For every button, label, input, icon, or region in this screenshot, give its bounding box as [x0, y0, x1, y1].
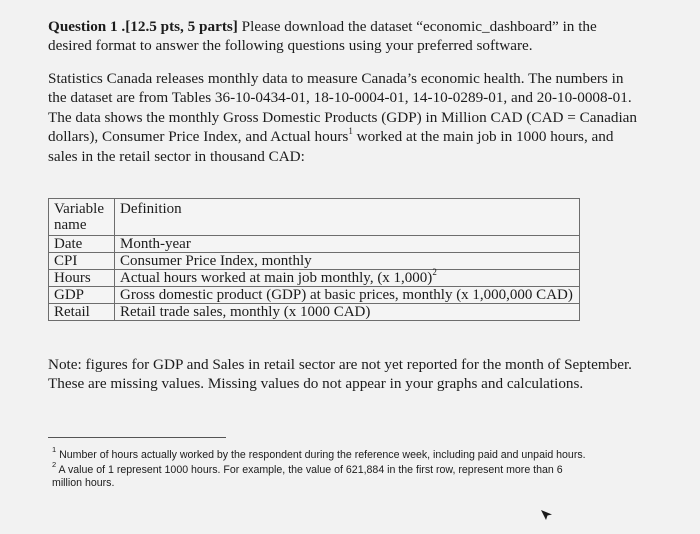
row-variable: Date: [49, 236, 115, 253]
footnote-2-line-2: million hours.: [52, 477, 115, 489]
row-variable: Retail: [49, 304, 115, 321]
table-header-row: [49, 199, 580, 236]
row-definition: Retail trade sales, monthly (x 1000 CAD): [115, 304, 580, 321]
table-row: [49, 270, 580, 287]
note-line-2: These are missing values. Missing values do not appear in your graphs and calculations.: [48, 375, 584, 393]
row-definition: Consumer Price Index, monthly: [115, 253, 580, 270]
intro-line-1: Statistics Canada releases monthly data to measure Canada’s economic health. The numbers in: [48, 70, 624, 87]
table-row: [49, 304, 580, 321]
footnote-ref-1: 1: [348, 126, 353, 137]
question-line-1-text: Please download the dataset “economic_dashboard” in the: [237, 18, 597, 35]
header-variable-line-2: name: [54, 217, 87, 233]
footnote-1-mark: 1: [52, 445, 57, 455]
intro-line-4-start: dollars), Consumer Price Index, and Actual hours: [48, 128, 349, 146]
intro-line-3: The data shows the monthly Gross Domestic Products (GDP) in Million CAD (CAD = Canadian: [48, 108, 638, 126]
footnote-divider: [48, 437, 226, 438]
row-variable: GDP: [49, 287, 115, 304]
intro-line-2: the dataset are from Tables 36-10-0434-01, 18-10-0004-01, 14-10-0289-01, and 20-10-0008-01.: [48, 89, 632, 107]
question-line-2: desired format to answer the following questions using your preferred software.: [48, 37, 533, 55]
table-row: [49, 236, 580, 253]
header-variable-name: [49, 199, 115, 236]
header-variable-line-1: Variable: [54, 201, 104, 217]
table-row: [49, 253, 580, 270]
intro-line-4: [48, 127, 648, 146]
question-heading: [48, 17, 648, 56]
note-paragraph: [48, 355, 648, 394]
variable-definitions-table: [48, 198, 580, 321]
footnote-ref-2: 2: [432, 267, 437, 277]
mouse-pointer-icon: [540, 508, 554, 522]
footnote-2: [52, 460, 632, 490]
footnote-1-text: Number of hours actually worked by the respondent during the reference week, including paid and unpaid hours.: [56, 449, 586, 461]
row-definition: Gross domestic product (GDP) at basic prices, monthly (x 1,000,000 CAD): [115, 287, 580, 304]
footnote-1: [52, 445, 632, 462]
intro-paragraph: [48, 69, 648, 166]
row-definition-text: Actual hours worked at main job monthly, (x 1,000): [120, 270, 433, 286]
row-definition: [115, 267, 580, 287]
intro-line-4-end: worked at the main job in 1000 hours, and: [352, 128, 614, 146]
footnote-2-line-1: A value of 1 represent 1000 hours. For example, the value of 621,884 in the first row, represent more than 6: [56, 464, 563, 476]
row-variable: Hours: [49, 270, 115, 287]
question-label: Question 1 .[12.5 pts, 5 parts]: [48, 18, 238, 35]
note-line-1: Note: figures for GDP and Sales in retail sector are not yet reported for the month of September.: [48, 356, 632, 373]
row-definition: Month-year: [115, 236, 580, 253]
intro-line-5: sales in the retail sector in thousand CAD:: [48, 147, 305, 165]
question-line-1: [48, 17, 648, 36]
footnote-2-mark: 2: [52, 460, 57, 470]
header-definition: Definition: [115, 199, 580, 236]
row-variable: CPI: [49, 253, 115, 270]
table-row: [49, 287, 580, 304]
